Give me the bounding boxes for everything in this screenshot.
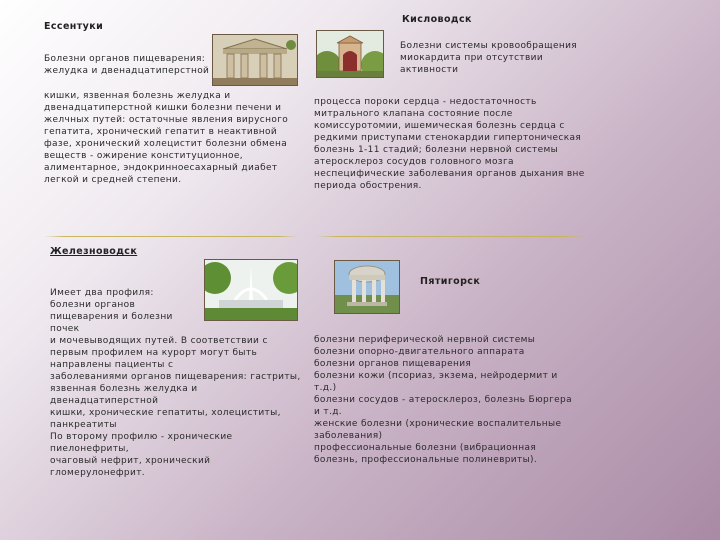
divider-right bbox=[316, 236, 586, 237]
essentuki-short-text: Болезни органов пищеварения: желудка и двенадцатиперстной bbox=[44, 54, 210, 76]
kislovodsk-photo-art bbox=[317, 31, 383, 77]
zheleznovodsk-title: Железноводск bbox=[50, 246, 138, 257]
divider-left bbox=[44, 236, 298, 237]
essentuki-photo-art bbox=[213, 35, 297, 85]
zheleznovodsk-text: Имеет два профиля: болезни органов пищеварения и болезни почек и мочевыводящих путей. В соответствии с первым профилем на курорт могут быть направлены пациенты с заболеваниями органов пищеварения: гастриты, язвенная болезнь желудка и двенадцатиперстной кишки, хронические гепатиты, холециститы, панкреатиты По второму профилю - хронические пиелонефриты, очаговый нефрит, хронический гломерулонефрит. bbox=[50, 288, 301, 478]
kislovodsk-long-text: процесса пороки сердца - недостаточность митрального клапана состояние после комиссуротомии, ишемическая болезнь сердца с редкими приступами стенокардии гипертоническая болезнь 1-11 стадий; болезни нервной системы атеросклероз сосудов головного мозга неспецифические заболевания органов дыхания вне периода обострения. bbox=[314, 97, 585, 191]
kislovodsk-short-text: Болезни системы кровообращения миокардита при отсутствии активности bbox=[400, 41, 578, 75]
columns-ruins-photo-icon bbox=[212, 34, 298, 86]
essentuki-title: Ессентуки bbox=[44, 21, 104, 32]
kislovodsk-title: Кисловодск bbox=[402, 14, 472, 25]
gazebo-rotunda-photo-icon bbox=[334, 260, 400, 314]
temple-arch-photo-icon bbox=[316, 30, 384, 78]
essentuki-long-text: кишки, язвенная болезнь желудка и двенадцатиперстной кишки болезни печени и желчных путей: остаточные явления вирусного гепатита, хронический гепатит в неактивной фазе, хронический холецистит болезни обмена веществ - ожирение конституционное, алиментарное, эндокринноесахарный диабет легкой и средней степени. bbox=[44, 91, 289, 185]
pyatigorsk-photo-art bbox=[335, 261, 399, 313]
pyatigorsk-text: болезни периферической нервной системы болезни опорно-двигательного аппарата болезни органов пищеварения болезни кожи (псориаз, экзема, нейродермит и т.д.) болезни сосудов - атеросклероз, болезнь Бюргера и т.д. женские болезни (хронические воспалительные заболевания) профессиональные болезни (вибрационная болезнь, профессиональные полиневриты). bbox=[314, 335, 572, 465]
pyatigorsk-title: Пятигорск bbox=[420, 276, 481, 287]
